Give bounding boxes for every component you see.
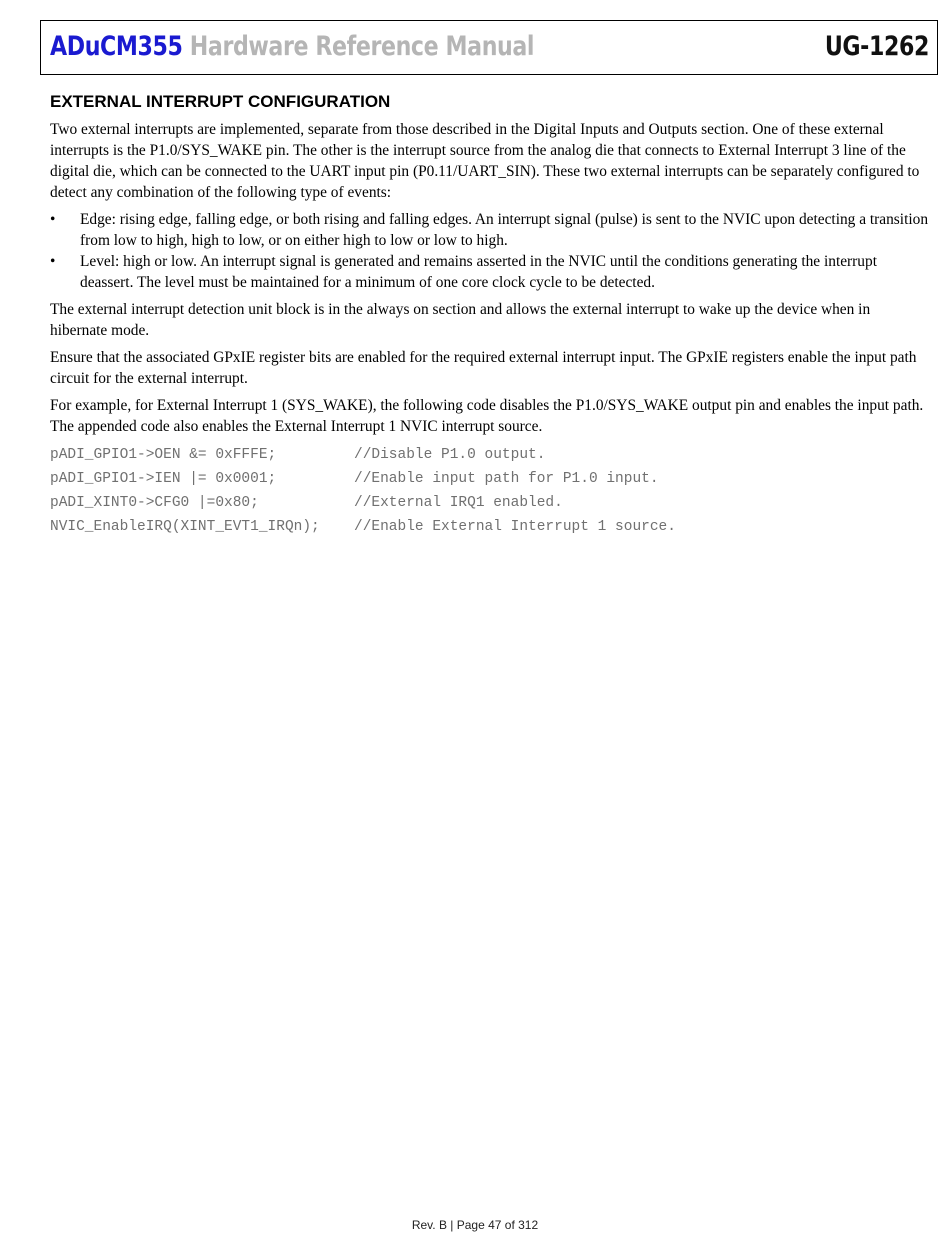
gpxie-paragraph: Ensure that the associated GPxIE register bits are enabled for the required external interrupt input. The GPxIE registers enable the input path circuit for the external interrupt. — [50, 349, 917, 387]
document-id: UG-1262 — [824, 31, 929, 62]
code-line — [50, 515, 930, 539]
bullet-icon: • — [50, 253, 56, 270]
code-line — [50, 443, 930, 467]
list-item-text: Edge: rising edge, falling edge, or both rising and falling edges. An interrupt signal (pulse) is sent to the NVIC upon detecting a transition from low to high, high to low, or on either high to low or low to high. — [80, 211, 929, 249]
product-name: ADuCM355 — [50, 31, 183, 62]
section-heading: EXTERNAL INTERRUPT CONFIGURATION — [50, 92, 391, 111]
example-paragraph: For example, for External Interrupt 1 (SYS_WAKE), the following code disables the P1.0/SYS_WAKE output pin and enables the input path. The appended code also enables the External Interrupt 1 NVIC interrupt source. — [50, 397, 924, 435]
code-line — [50, 467, 930, 491]
hibernate-paragraph: The external interrupt detection unit block is in the always on section and allows the external interrupt to wake up the device when in hibernate mode. — [50, 301, 871, 339]
code-statement: pADI_XINT0->CFG0 |=0x80; — [50, 495, 259, 511]
code-comment: //External IRQ1 enabled. — [354, 495, 563, 511]
code-listing — [50, 443, 930, 539]
code-comment: //Enable input path for P1.0 input. — [354, 471, 659, 487]
section-body — [50, 119, 930, 539]
code-statement: NVIC_EnableIRQ(XINT_EVT1_IRQn); — [50, 519, 320, 535]
intro-paragraph: Two external interrupts are implemented, separate from those described in the Digital Inputs and Outputs section. One of these external interrupts is the P1.0/SYS_WAKE pin. The other is the interrupt source from the analog die that connects to External Interrupt 3 line of the digital die, which can be connected to the UART input pin (P0.11/UART_SIN). These two external interrupts can be separately configured to detect any combination of the following type of events: — [50, 121, 920, 201]
code-statement: pADI_GPIO1->IEN |= 0x0001; — [50, 471, 277, 487]
event-type-list — [50, 209, 930, 293]
list-item-level — [50, 251, 930, 293]
list-item-text: Level: high or low. An interrupt signal is generated and remains asserted in the NVIC until the conditions generating the interrupt deassert. The level must be maintained for a minimum of one core clock cycle to be detected. — [80, 253, 877, 291]
bullet-icon: • — [50, 211, 56, 228]
code-comment: //Disable P1.0 output. — [354, 447, 546, 463]
page-header — [40, 20, 938, 75]
header-title — [50, 31, 534, 62]
code-comment: //Enable External Interrupt 1 source. — [354, 519, 676, 535]
list-item-edge — [50, 209, 930, 251]
code-statement: pADI_GPIO1->OEN &= 0xFFFE; — [50, 447, 277, 463]
code-line — [50, 491, 930, 515]
page-footer: Rev. B | Page 47 of 312 — [411, 1218, 539, 1232]
manual-title: Hardware Reference Manual — [189, 31, 535, 62]
